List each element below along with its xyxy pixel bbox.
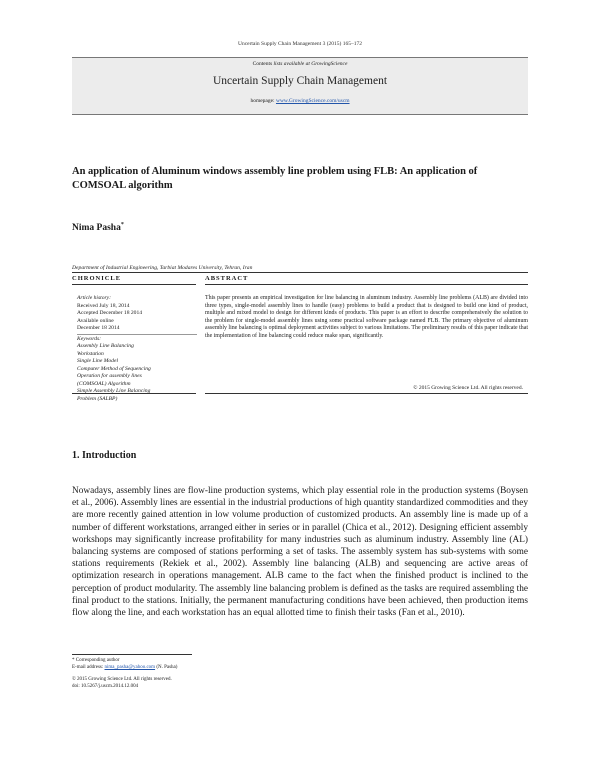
footnote-rule [72,654,192,655]
info-divider [77,334,197,335]
chronicle-rule [72,393,196,394]
keyword-item: Computer Method of Sequencing [77,365,151,372]
email-label: E-mail address: [72,665,105,670]
contents-italic: lists available at GrowingScience [273,61,348,67]
abstract-copyright: © 2015 Growing Science Ltd. All rights reserved. [413,385,523,391]
article-info [77,295,197,403]
contents-line [72,61,528,67]
accepted-date: Accepted December 18 2014 [77,310,143,316]
history-label: Article history: [77,295,112,301]
homepage-line [72,98,528,104]
journal-title: Uncertain Supply Chain Management [212,75,388,87]
keyword-item: Workstation [77,350,104,357]
contents-prefix: Contents [252,61,274,67]
doi: doi: 10.5267/j.uscm.2014.12.004 [72,684,139,689]
keyword-item: Single Line Model [77,358,119,364]
keyword-item: Operation for assembly lines [77,373,142,379]
abstract-text: This paper presents an empirical investigation for line balancing in aluminum industry. Assembly line problems (ALB) are divided into three types, single-model assembly lines to handle (easy) problems to build a product that is designed to build one kind of product, multiple and mixed model to design for different kinds of products. This paper is an effort to describe comprehensively the solution to the problem for single-model assembly lines using some practical software package named FLB. The primary objective of aluminum assembly line balancing is optimal deployment activities subject to various limitations. The preliminary results of this paper indicate that the implementation of line balancing could reduce make span, significantly. [205,295,528,339]
corresponding-note: * Corresponding author [72,658,120,663]
received-date: Received July 18, 2014 [77,302,130,309]
chronicle-header: CHRONICLE [72,275,196,285]
homepage-label: homepage: [250,98,276,104]
author-mark: * [120,222,124,228]
email-suffix: (N. Pasha) [155,665,178,670]
section-heading: 1. Introduction [72,450,137,461]
homepage-link[interactable]: www.GrowingScience.com/uscm [275,98,350,104]
keyword-item: Simple Assembly Line Balancing [77,388,151,394]
abstract-rule [205,393,528,394]
keyword-item: Problem (SALBP) [77,395,118,402]
author-name: Nima Pasha [72,223,121,234]
journal-banner [72,57,528,115]
keyword-item: Assembly Line Balancing [77,343,134,349]
author-line [72,222,124,233]
keywords-label: Keywords: [77,335,102,342]
available-label: Available online [77,317,114,324]
available-date: December 18 2014 [77,325,120,331]
keyword-item: (COMSOAL) Algorithm [77,380,131,387]
footnotes [72,657,372,690]
running-header: Uncertain Supply Chain Management 3 (2015) 165–172 [237,41,363,47]
email-link[interactable]: nima_pasha@yahoo.com [104,665,156,670]
footnote-copyright: © 2015 Growing Science Ltd. All rights reserved. [72,677,172,682]
abstract-header: ABSTRACT [205,275,528,285]
intro-paragraph: Nowadays, assembly lines are flow-line production systems, which play essential role in the production systems (Boysen et al., 2006). Assembly lines are essential in the industrial productions of high quantity standardized commodities and they are more recently gained attention in low volume production of customized products. An assembly line is made up of a number of different workstations, arranged either in series or in parallel (Chica et al., 2012). Designing efficient assembly workshops may significantly increase profitability for many industries such as aluminum industry. Assembly line (AL) balancing systems are composed of stations performing a set of tasks. The assembly system has sub-systems with some stations requirements (Rekiek et al., 2002). Assembly line balancing (ALB) and sequencing are active areas of optimization research in operations management. ALB came to the fact when the finished product is inclined to the perception of product modularity. The assembly line balancing problem is defined as the tasks are required assembling the final product to the stations. Initially, the permanent manufacturing conditions have been achieved, then production items flow along the line, and each workstation has an equal allotted time to finish their tasks (Fan et al., 2010). [72,486,528,619]
paper-title: An application of Aluminum windows assembly line problem using FLB: An application of COMSOAL algorithm [72,166,478,191]
email-line [72,664,372,671]
affiliation: Department of Industrial Engineering, Tarbiat Modares University, Tehran, Iran [72,265,528,273]
